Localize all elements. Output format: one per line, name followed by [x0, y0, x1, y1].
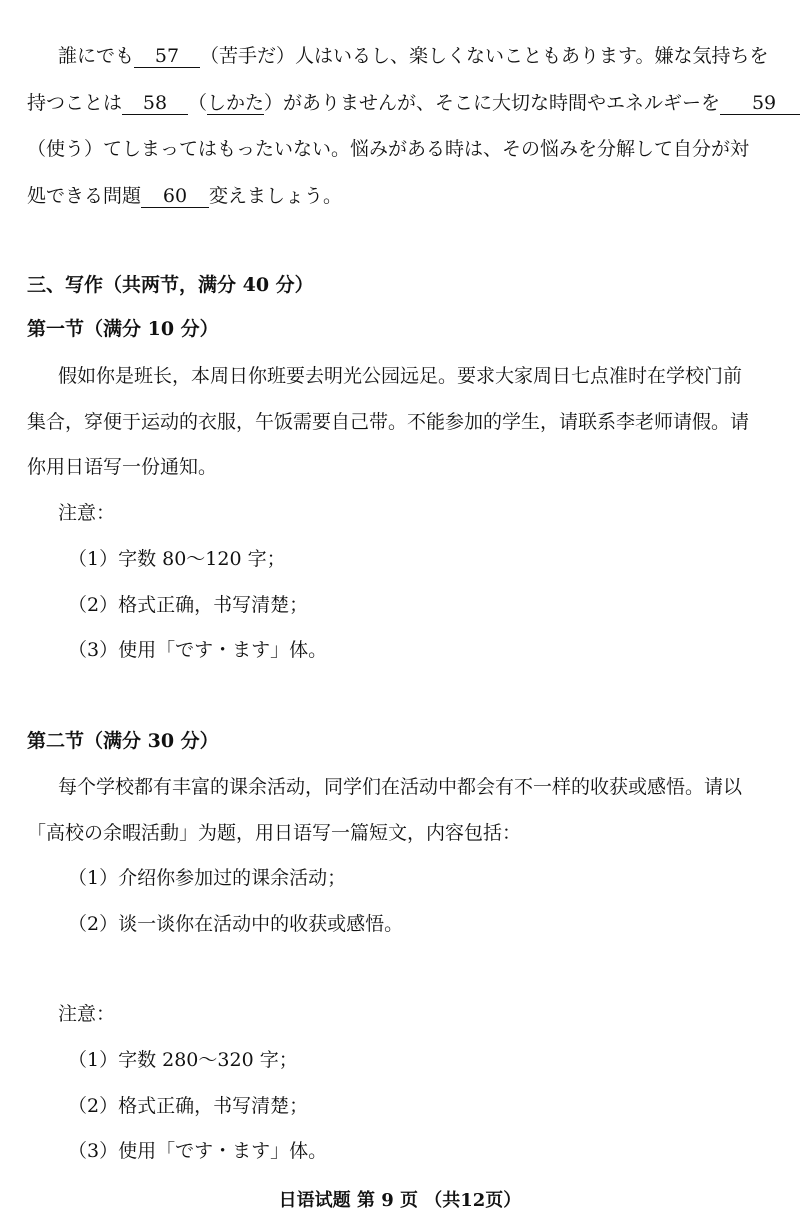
blank-58: 58 [122, 93, 188, 115]
passage-line-2 [27, 93, 800, 115]
passage-line-3: （使う）てしまってはもったいない。悩みがある時は、その悩みを分解して自分が対 [27, 138, 750, 160]
part2-item: （1）介绍你参加过的课余活动； [68, 867, 347, 889]
passage-line-4 [27, 186, 342, 208]
part2-title: 第二节（满分 30 分） [27, 730, 219, 752]
section-title: 三、写作（共两节，满分 40 分） [27, 274, 314, 296]
part2-note-item: （2）格式正确，书写清楚； [68, 1095, 309, 1117]
passage-line-1 [58, 46, 769, 68]
part1-body-line: 假如你是班长，本周日你班要去明光公园远足。要求大家周日七点准时在学校门前 [58, 365, 743, 387]
passage-text: 処できる問題 [27, 185, 142, 207]
part2-body-line: 每个学校都有丰富的课余活动，同学们在活动中都会有不一样的收获或感悟。请以 [58, 776, 743, 798]
part1-title: 第一节（满分 10 分） [27, 318, 219, 340]
passage-text: （苦手だ）人はいるし、楽しくないこともあります。嫌な気持ちを [200, 45, 769, 67]
part1-note-item: （2）格式正确，书写清楚； [68, 594, 309, 616]
part2-note-item: （1）字数 280～320 字； [68, 1049, 298, 1071]
part2-body-line: 「高校の余暇活動」为题，用日语写一篇短文，内容包括： [27, 822, 522, 844]
part2-item: （2）谈一谈你在活动中的收获或感悟。 [68, 913, 404, 935]
hint-58: しかた [207, 92, 265, 114]
part2-note-item: （3）使用「です・ます」体。 [68, 1140, 328, 1162]
blank-60: 60 [141, 186, 209, 208]
passage-text: 変えましょう。 [209, 185, 343, 207]
passage-text: 誰にでも [58, 45, 135, 67]
blank-57: 57 [134, 46, 200, 68]
passage-text: ）がありませんが、そこに大切な時間やエネルギーを [264, 92, 721, 114]
passage-text: （ [188, 92, 208, 114]
part1-note-item: （3）使用「です・ます」体。 [68, 639, 328, 661]
part1-note-label: 注意： [58, 502, 116, 524]
passage-text: 持つことは [27, 92, 123, 114]
part2-note-label: 注意： [58, 1003, 116, 1025]
part1-body-line: 集合，穿便于运动的衣服，午饭需要自己带。不能参加的学生，请联系李老师请假。请 [27, 411, 750, 433]
blank-59: 59 [720, 93, 800, 115]
part1-body-line: 你用日语写一份通知。 [27, 456, 218, 478]
part1-note-item: （1）字数 80～120 字； [68, 548, 286, 570]
page-footer: 日语试题 第 9 页 （共12页） [278, 1190, 522, 1211]
